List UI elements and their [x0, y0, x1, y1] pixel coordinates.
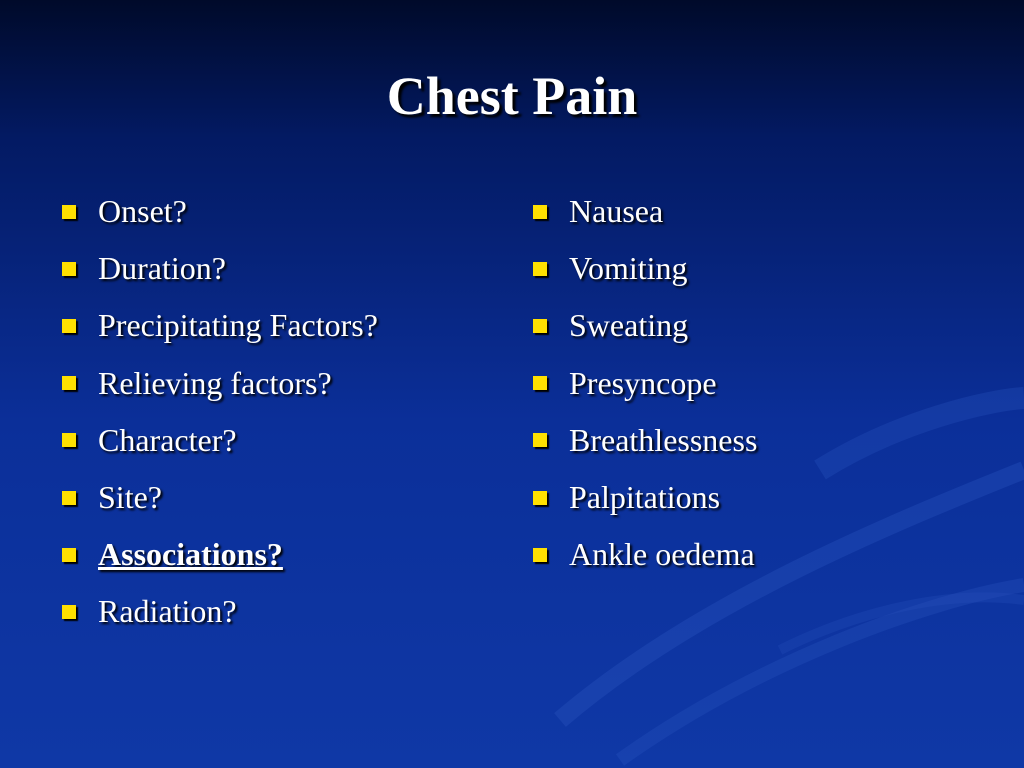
square-bullet-icon	[62, 205, 76, 219]
square-bullet-icon	[533, 376, 547, 390]
list-item	[533, 416, 757, 473]
list-item	[533, 473, 757, 530]
list-item-label: Character?	[98, 421, 237, 458]
list-item-label-emphasized: Associations?	[98, 536, 283, 573]
list-item-label: Palpitations	[569, 478, 721, 515]
list-item	[533, 359, 757, 416]
list-item-label: Sweating	[569, 307, 689, 344]
square-bullet-icon	[62, 376, 76, 390]
question-list	[62, 187, 378, 645]
symptom-list	[533, 187, 757, 587]
list-item-label: Ankle oedema	[569, 536, 755, 573]
list-item	[533, 244, 757, 301]
square-bullet-icon	[62, 605, 76, 619]
list-item	[533, 187, 757, 244]
square-bullet-icon	[62, 433, 76, 447]
list-item-label: Duration?	[98, 250, 226, 287]
square-bullet-icon	[533, 433, 547, 447]
list-item-label: Precipitating Factors?	[98, 307, 378, 344]
list-item	[62, 473, 378, 530]
square-bullet-icon	[533, 262, 547, 276]
list-item	[62, 187, 378, 244]
list-item	[62, 587, 378, 644]
list-item-label: Presyncope	[569, 364, 717, 401]
list-item	[62, 301, 378, 358]
square-bullet-icon	[62, 548, 76, 562]
list-item-label: Radiation?	[98, 593, 237, 630]
slide-title: Chest Pain	[386, 66, 638, 126]
list-item-label: Nausea	[569, 193, 664, 229]
square-bullet-icon	[62, 319, 76, 333]
list-item	[62, 359, 378, 416]
list-item	[62, 530, 378, 587]
square-bullet-icon	[62, 262, 76, 276]
square-bullet-icon	[533, 491, 547, 505]
list-item	[533, 301, 757, 358]
list-item-label: Onset?	[98, 193, 187, 229]
list-item-label: Relieving factors?	[98, 364, 332, 401]
square-bullet-icon	[533, 319, 547, 333]
square-bullet-icon	[533, 205, 547, 219]
list-item	[62, 416, 378, 473]
list-item	[533, 530, 757, 587]
square-bullet-icon	[533, 548, 547, 562]
list-item-label: Vomiting	[569, 250, 688, 287]
list-item-label: Breathlessness	[569, 421, 758, 458]
square-bullet-icon	[62, 491, 76, 505]
list-item-label: Site?	[98, 478, 162, 515]
list-item	[62, 244, 378, 301]
